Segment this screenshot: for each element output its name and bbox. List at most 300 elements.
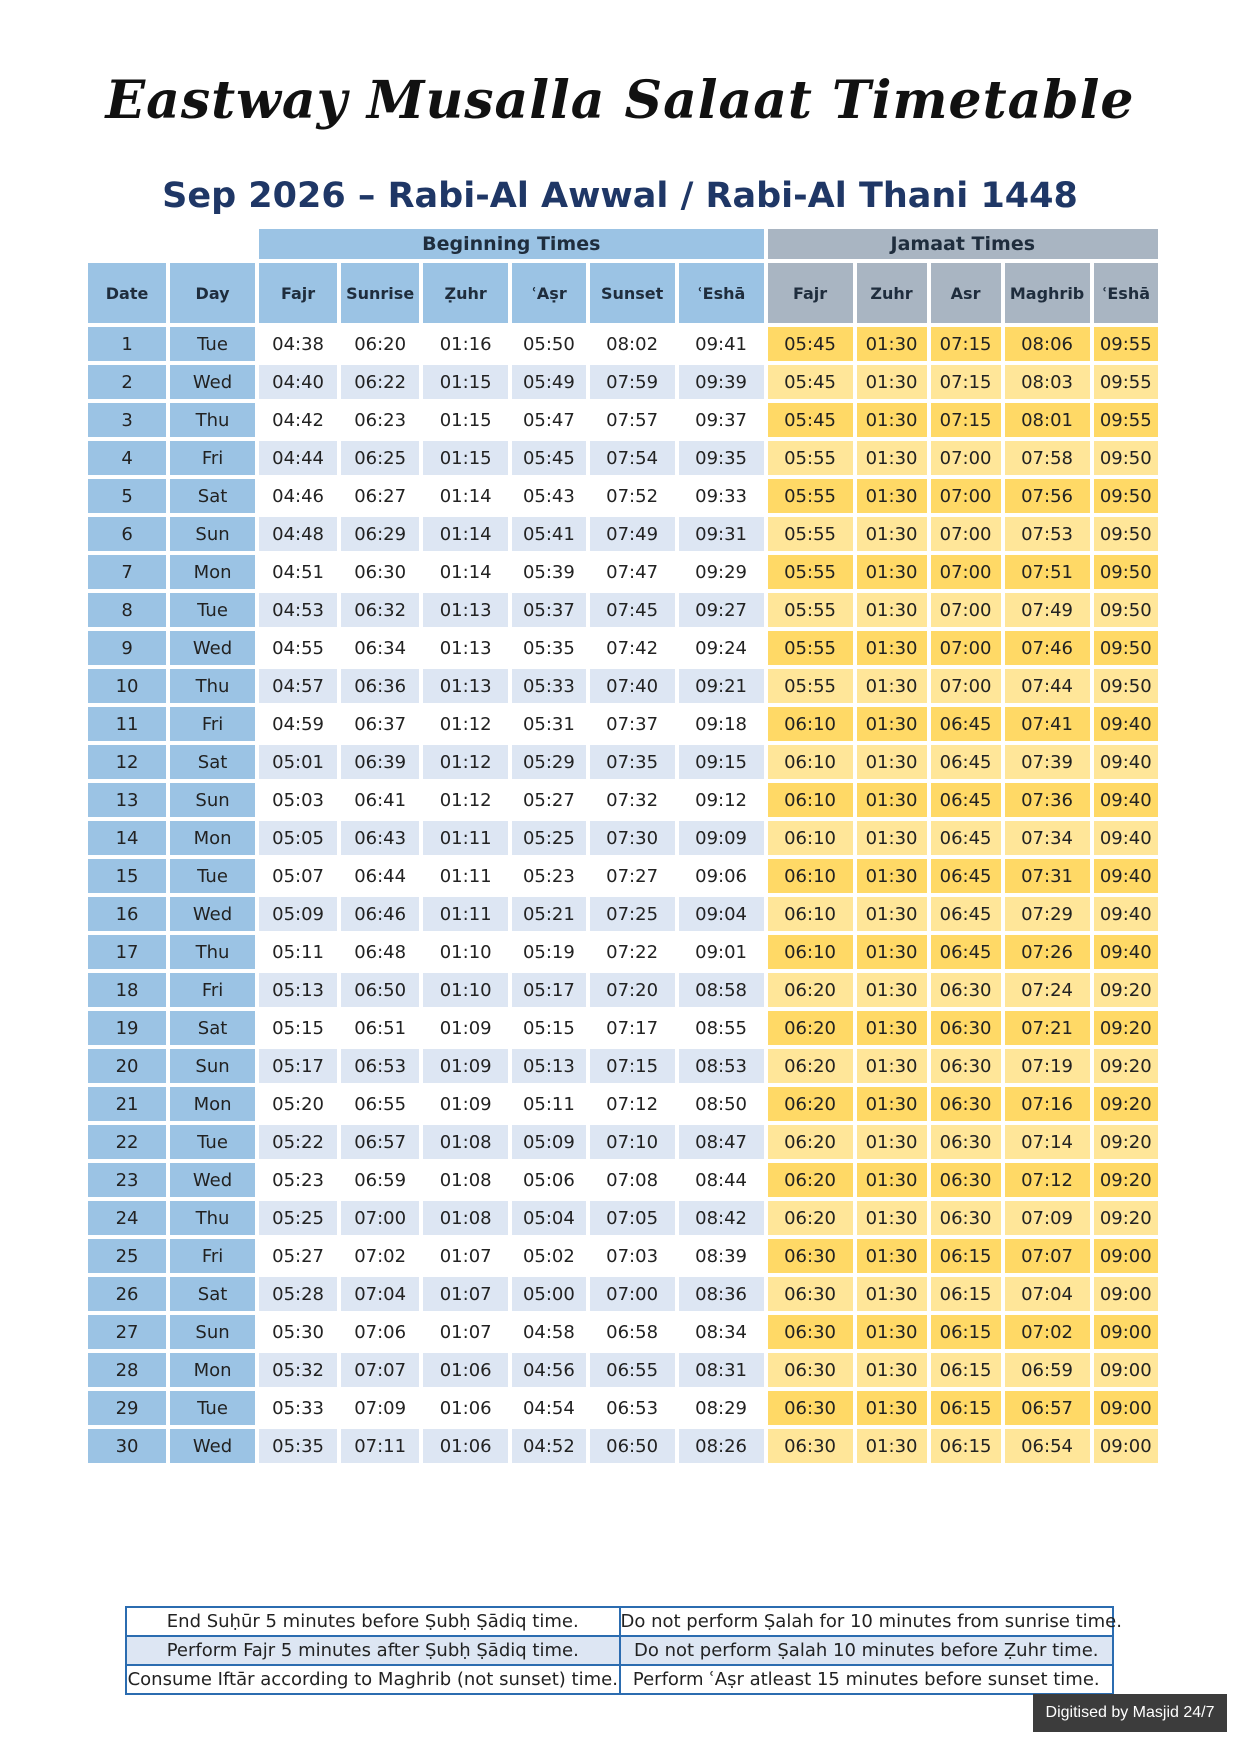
column-header-fajr-begin: Fajr [259,263,337,323]
cell-sunset: 07:37 [590,707,675,741]
table-row [88,1429,1158,1463]
cell-sunrise: 06:34 [341,631,419,665]
cell-day: Sat [170,745,255,779]
cell-maghrib-jamaat: 07:44 [1005,669,1090,703]
cell-esha-begin: 08:39 [679,1239,764,1273]
timetable-body [88,327,1158,1463]
cell-esha-begin: 09:35 [679,441,764,475]
cell-day: Thu [170,403,255,437]
cell-esha-begin: 09:18 [679,707,764,741]
cell-maghrib-jamaat: 07:51 [1005,555,1090,589]
cell-esha-begin: 09:24 [679,631,764,665]
cell-sunset: 07:30 [590,821,675,855]
cell-asr-jamaat: 06:45 [931,859,1001,893]
cell-zuhr-begin: 01:11 [423,859,508,893]
cell-day: Fri [170,441,255,475]
cell-asr-jamaat: 07:00 [931,555,1001,589]
cell-asr-jamaat: 06:30 [931,1011,1001,1045]
cell-asr-begin: 05:23 [512,859,585,893]
cell-fajr-begin: 04:51 [259,555,337,589]
cell-zuhr-begin: 01:08 [423,1125,508,1159]
cell-day: Sun [170,783,255,817]
cell-fajr-begin: 04:40 [259,365,337,399]
cell-day: Mon [170,1087,255,1121]
cell-esha-jamaat: 09:20 [1094,1163,1158,1197]
cell-esha-jamaat: 09:00 [1094,1429,1158,1463]
cell-sunset: 07:12 [590,1087,675,1121]
cell-zuhr-begin: 01:16 [423,327,508,361]
cell-date: 5 [88,479,166,513]
cell-fajr-jamaat: 06:10 [768,821,853,855]
cell-asr-jamaat: 06:15 [931,1239,1001,1273]
cell-sunrise: 06:44 [341,859,419,893]
cell-asr-begin: 05:00 [512,1277,585,1311]
cell-esha-jamaat: 09:55 [1094,327,1158,361]
cell-zuhr-jamaat: 01:30 [857,821,927,855]
cell-zuhr-begin: 01:09 [423,1049,508,1083]
table-row [88,555,1158,589]
cell-asr-jamaat: 06:30 [931,1087,1001,1121]
cell-date: 16 [88,897,166,931]
cell-fajr-begin: 04:57 [259,669,337,703]
cell-day: Mon [170,555,255,589]
cell-zuhr-begin: 01:13 [423,631,508,665]
table-row [88,593,1158,627]
cell-date: 24 [88,1201,166,1235]
cell-esha-jamaat: 09:40 [1094,897,1158,931]
cell-asr-begin: 05:37 [512,593,585,627]
cell-fajr-begin: 05:25 [259,1201,337,1235]
cell-fajr-jamaat: 05:55 [768,593,853,627]
cell-asr-begin: 05:17 [512,973,585,1007]
cell-zuhr-jamaat: 01:30 [857,1429,927,1463]
column-header-asr-begin: ʿAṣr [512,263,585,323]
cell-sunset: 06:58 [590,1315,675,1349]
cell-asr-begin: 05:35 [512,631,585,665]
cell-day: Thu [170,1201,255,1235]
cell-esha-jamaat: 09:20 [1094,973,1158,1007]
cell-fajr-begin: 04:46 [259,479,337,513]
cell-day: Wed [170,1163,255,1197]
cell-esha-jamaat: 09:50 [1094,517,1158,551]
cell-zuhr-jamaat: 01:30 [857,669,927,703]
cell-esha-jamaat: 09:00 [1094,1353,1158,1387]
cell-maghrib-jamaat: 07:29 [1005,897,1090,931]
cell-asr-begin: 04:54 [512,1391,585,1425]
table-row [88,403,1158,437]
cell-day: Sun [170,1049,255,1083]
cell-sunrise: 06:30 [341,555,419,589]
cell-asr-begin: 05:29 [512,745,585,779]
cell-zuhr-jamaat: 01:30 [857,783,927,817]
cell-maghrib-jamaat: 07:31 [1005,859,1090,893]
cell-sunrise: 06:57 [341,1125,419,1159]
cell-date: 2 [88,365,166,399]
column-header-sunrise: Sunrise [341,263,419,323]
cell-asr-begin: 05:27 [512,783,585,817]
cell-esha-begin: 09:41 [679,327,764,361]
cell-fajr-jamaat: 06:20 [768,1049,853,1083]
cell-fajr-begin: 05:27 [259,1239,337,1273]
column-header-zuhr-begin: Ẓuhr [423,263,508,323]
column-header-fajr-jamaat: Fajr [768,263,853,323]
cell-esha-begin: 09:04 [679,897,764,931]
cell-esha-jamaat: 09:00 [1094,1391,1158,1425]
cell-asr-begin: 05:45 [512,441,585,475]
table-row [88,1353,1158,1387]
cell-maghrib-jamaat: 08:01 [1005,403,1090,437]
cell-day: Wed [170,1429,255,1463]
cell-zuhr-jamaat: 01:30 [857,517,927,551]
cell-fajr-begin: 05:17 [259,1049,337,1083]
cell-sunrise: 06:48 [341,935,419,969]
cell-zuhr-jamaat: 01:30 [857,593,927,627]
cell-zuhr-begin: 01:12 [423,745,508,779]
cell-date: 8 [88,593,166,627]
cell-fajr-begin: 05:15 [259,1011,337,1045]
table-row [88,669,1158,703]
cell-fajr-begin: 04:53 [259,593,337,627]
cell-day: Fri [170,973,255,1007]
cell-asr-begin: 05:19 [512,935,585,969]
cell-fajr-jamaat: 06:30 [768,1391,853,1425]
note-text: Do not perform Ṣalah 10 minutes before Ẓuhr time. [620,1636,1114,1665]
cell-date: 28 [88,1353,166,1387]
cell-fajr-jamaat: 06:30 [768,1239,853,1273]
cell-sunset: 06:55 [590,1353,675,1387]
cell-asr-jamaat: 06:30 [931,973,1001,1007]
cell-zuhr-jamaat: 01:30 [857,365,927,399]
cell-fajr-jamaat: 06:20 [768,1163,853,1197]
cell-sunrise: 07:11 [341,1429,419,1463]
cell-asr-jamaat: 06:30 [931,1163,1001,1197]
cell-maghrib-jamaat: 08:03 [1005,365,1090,399]
cell-day: Wed [170,631,255,665]
column-header-sunset: Sunset [590,263,675,323]
cell-sunrise: 06:55 [341,1087,419,1121]
note-text: Perform ʿAṣr atleast 15 minutes before sunset time. [620,1665,1114,1694]
cell-zuhr-begin: 01:06 [423,1353,508,1387]
cell-asr-begin: 04:56 [512,1353,585,1387]
cell-sunrise: 06:32 [341,593,419,627]
cell-sunrise: 07:06 [341,1315,419,1349]
cell-fajr-begin: 05:30 [259,1315,337,1349]
cell-date: 18 [88,973,166,1007]
cell-zuhr-begin: 01:06 [423,1429,508,1463]
cell-zuhr-begin: 01:15 [423,441,508,475]
cell-zuhr-begin: 01:07 [423,1315,508,1349]
cell-asr-jamaat: 07:00 [931,593,1001,627]
cell-fajr-jamaat: 06:10 [768,897,853,931]
table-row [88,1277,1158,1311]
cell-day: Thu [170,669,255,703]
cell-zuhr-begin: 01:15 [423,403,508,437]
cell-date: 6 [88,517,166,551]
cell-esha-jamaat: 09:20 [1094,1049,1158,1083]
cell-esha-jamaat: 09:50 [1094,631,1158,665]
cell-asr-begin: 05:49 [512,365,585,399]
cell-fajr-jamaat: 05:45 [768,403,853,437]
cell-esha-begin: 09:37 [679,403,764,437]
table-row [88,631,1158,665]
cell-maghrib-jamaat: 07:26 [1005,935,1090,969]
cell-esha-jamaat: 09:40 [1094,745,1158,779]
cell-esha-jamaat: 09:40 [1094,821,1158,855]
cell-esha-jamaat: 09:40 [1094,935,1158,969]
cell-asr-begin: 04:58 [512,1315,585,1349]
cell-maghrib-jamaat: 07:56 [1005,479,1090,513]
column-header-zuhr-jamaat: Zuhr [857,263,927,323]
cell-maghrib-jamaat: 06:59 [1005,1353,1090,1387]
page-subtitle: Sep 2026 – Rabi-Al Awwal / Rabi-Al Thani 1448 [162,176,1078,216]
cell-maghrib-jamaat: 07:58 [1005,441,1090,475]
cell-sunset: 07:27 [590,859,675,893]
cell-asr-begin: 05:21 [512,897,585,931]
cell-fajr-begin: 05:32 [259,1353,337,1387]
cell-maghrib-jamaat: 08:06 [1005,327,1090,361]
cell-fajr-jamaat: 06:10 [768,935,853,969]
cell-date: 3 [88,403,166,437]
column-header-date: Date [88,263,166,323]
cell-zuhr-jamaat: 01:30 [857,327,927,361]
cell-fajr-jamaat: 06:10 [768,783,853,817]
cell-asr-begin: 05:15 [512,1011,585,1045]
cell-esha-jamaat: 09:50 [1094,669,1158,703]
cell-zuhr-jamaat: 01:30 [857,1277,927,1311]
cell-day: Sun [170,1315,255,1349]
cell-fajr-begin: 05:09 [259,897,337,931]
table-row [88,707,1158,741]
cell-asr-jamaat: 06:15 [931,1353,1001,1387]
cell-esha-begin: 08:53 [679,1049,764,1083]
cell-esha-begin: 08:36 [679,1277,764,1311]
cell-maghrib-jamaat: 07:34 [1005,821,1090,855]
cell-maghrib-jamaat: 07:19 [1005,1049,1090,1083]
table-row [88,1201,1158,1235]
cell-fajr-begin: 05:03 [259,783,337,817]
cell-fajr-begin: 04:48 [259,517,337,551]
table-row [88,1315,1158,1349]
cell-fajr-jamaat: 06:20 [768,1011,853,1045]
cell-sunset: 07:57 [590,403,675,437]
cell-date: 10 [88,669,166,703]
cell-date: 19 [88,1011,166,1045]
cell-fajr-begin: 05:23 [259,1163,337,1197]
cell-esha-begin: 09:31 [679,517,764,551]
cell-zuhr-jamaat: 01:30 [857,1353,927,1387]
cell-asr-jamaat: 06:30 [931,1201,1001,1235]
cell-fajr-begin: 04:55 [259,631,337,665]
cell-asr-jamaat: 06:45 [931,821,1001,855]
cell-zuhr-jamaat: 01:30 [857,897,927,931]
note-text: Do not perform Ṣalah for 10 minutes from sunrise time. [620,1607,1114,1636]
cell-sunset: 07:03 [590,1239,675,1273]
group-header-spacer [88,229,255,259]
table-row [88,1391,1158,1425]
cell-day: Mon [170,1353,255,1387]
cell-asr-begin: 05:11 [512,1087,585,1121]
table-row [88,897,1158,931]
cell-sunrise: 06:51 [341,1011,419,1045]
cell-sunset: 07:59 [590,365,675,399]
table-row [88,973,1158,1007]
cell-sunrise: 07:04 [341,1277,419,1311]
cell-date: 21 [88,1087,166,1121]
cell-zuhr-jamaat: 01:30 [857,403,927,437]
cell-asr-begin: 05:13 [512,1049,585,1083]
cell-asr-begin: 05:25 [512,821,585,855]
cell-sunrise: 06:25 [341,441,419,475]
cell-day: Sat [170,1011,255,1045]
cell-sunset: 07:54 [590,441,675,475]
cell-fajr-begin: 04:44 [259,441,337,475]
cell-maghrib-jamaat: 07:21 [1005,1011,1090,1045]
cell-fajr-jamaat: 06:30 [768,1277,853,1311]
cell-date: 15 [88,859,166,893]
cell-fajr-begin: 05:22 [259,1125,337,1159]
cell-esha-jamaat: 09:40 [1094,783,1158,817]
cell-zuhr-begin: 01:11 [423,821,508,855]
cell-esha-begin: 09:09 [679,821,764,855]
cell-day: Tue [170,1125,255,1159]
cell-fajr-begin: 05:07 [259,859,337,893]
timetable [84,225,1162,1467]
cell-zuhr-begin: 01:11 [423,897,508,931]
cell-zuhr-begin: 01:13 [423,669,508,703]
cell-sunset: 07:42 [590,631,675,665]
cell-fajr-jamaat: 05:55 [768,555,853,589]
cell-day: Tue [170,859,255,893]
credit-badge: Digitised by Masjid 24/7 [1033,1694,1227,1732]
cell-sunset: 06:50 [590,1429,675,1463]
cell-fajr-begin: 05:28 [259,1277,337,1311]
cell-fajr-jamaat: 05:55 [768,479,853,513]
cell-sunset: 07:25 [590,897,675,931]
cell-asr-jamaat: 06:30 [931,1125,1001,1159]
cell-sunset: 07:17 [590,1011,675,1045]
cell-fajr-begin: 04:42 [259,403,337,437]
cell-date: 9 [88,631,166,665]
cell-zuhr-begin: 01:12 [423,783,508,817]
cell-zuhr-begin: 01:13 [423,593,508,627]
cell-fajr-jamaat: 06:30 [768,1315,853,1349]
cell-maghrib-jamaat: 07:04 [1005,1277,1090,1311]
cell-fajr-begin: 05:01 [259,745,337,779]
cell-zuhr-begin: 01:06 [423,1391,508,1425]
table-row [88,745,1158,779]
cell-date: 29 [88,1391,166,1425]
cell-asr-jamaat: 07:00 [931,441,1001,475]
cell-fajr-begin: 05:05 [259,821,337,855]
cell-day: Sun [170,517,255,551]
cell-zuhr-begin: 01:12 [423,707,508,741]
cell-esha-jamaat: 09:20 [1094,1011,1158,1045]
cell-sunset: 07:20 [590,973,675,1007]
cell-fajr-jamaat: 06:10 [768,859,853,893]
cell-asr-begin: 04:52 [512,1429,585,1463]
cell-date: 11 [88,707,166,741]
cell-zuhr-begin: 01:14 [423,479,508,513]
cell-sunset: 07:10 [590,1125,675,1159]
cell-asr-jamaat: 07:15 [931,365,1001,399]
cell-asr-jamaat: 06:15 [931,1277,1001,1311]
note-row [126,1636,1113,1665]
cell-asr-begin: 05:31 [512,707,585,741]
group-header-row [88,229,1158,259]
cell-sunset: 07:45 [590,593,675,627]
cell-esha-begin: 08:31 [679,1353,764,1387]
cell-day: Wed [170,897,255,931]
cell-day: Sat [170,479,255,513]
table-row [88,1125,1158,1159]
cell-zuhr-jamaat: 01:30 [857,631,927,665]
cell-sunrise: 07:07 [341,1353,419,1387]
cell-esha-begin: 08:58 [679,973,764,1007]
table-row [88,1011,1158,1045]
cell-fajr-jamaat: 06:30 [768,1353,853,1387]
table-row [88,365,1158,399]
table-row [88,479,1158,513]
column-header-maghrib-jamaat: Maghrib [1005,263,1090,323]
cell-asr-jamaat: 06:30 [931,1049,1001,1083]
cell-day: Fri [170,707,255,741]
note-text: Perform Fajr 5 minutes after Ṣubḥ Ṣādiq time. [126,1636,620,1665]
cell-date: 1 [88,327,166,361]
cell-asr-begin: 05:09 [512,1125,585,1159]
cell-asr-begin: 05:41 [512,517,585,551]
cell-date: 14 [88,821,166,855]
cell-zuhr-jamaat: 01:30 [857,479,927,513]
cell-sunrise: 06:20 [341,327,419,361]
cell-esha-jamaat: 09:00 [1094,1239,1158,1273]
cell-sunset: 07:35 [590,745,675,779]
cell-asr-begin: 05:06 [512,1163,585,1197]
table-row [88,783,1158,817]
cell-date: 23 [88,1163,166,1197]
cell-zuhr-begin: 01:08 [423,1201,508,1235]
cell-esha-jamaat: 09:55 [1094,365,1158,399]
column-header-day: Day [170,263,255,323]
cell-asr-jamaat: 06:15 [931,1315,1001,1349]
cell-esha-begin: 09:21 [679,669,764,703]
cell-asr-jamaat: 06:45 [931,745,1001,779]
table-row [88,821,1158,855]
cell-sunset: 07:00 [590,1277,675,1311]
cell-fajr-jamaat: 05:45 [768,327,853,361]
cell-date: 7 [88,555,166,589]
cell-zuhr-jamaat: 01:30 [857,441,927,475]
cell-fajr-jamaat: 05:55 [768,517,853,551]
cell-esha-begin: 09:06 [679,859,764,893]
cell-asr-jamaat: 07:15 [931,403,1001,437]
cell-maghrib-jamaat: 07:36 [1005,783,1090,817]
cell-sunset: 08:02 [590,327,675,361]
cell-zuhr-begin: 01:15 [423,365,508,399]
cell-zuhr-jamaat: 01:30 [857,935,927,969]
cell-sunset: 07:32 [590,783,675,817]
cell-asr-jamaat: 07:15 [931,327,1001,361]
cell-fajr-jamaat: 05:55 [768,441,853,475]
cell-maghrib-jamaat: 07:12 [1005,1163,1090,1197]
cell-asr-begin: 05:39 [512,555,585,589]
cell-esha-begin: 09:29 [679,555,764,589]
cell-day: Tue [170,1391,255,1425]
cell-fajr-begin: 04:38 [259,327,337,361]
cell-maghrib-jamaat: 07:07 [1005,1239,1090,1273]
cell-day: Fri [170,1239,255,1273]
cell-esha-begin: 09:01 [679,935,764,969]
cell-sunrise: 06:37 [341,707,419,741]
